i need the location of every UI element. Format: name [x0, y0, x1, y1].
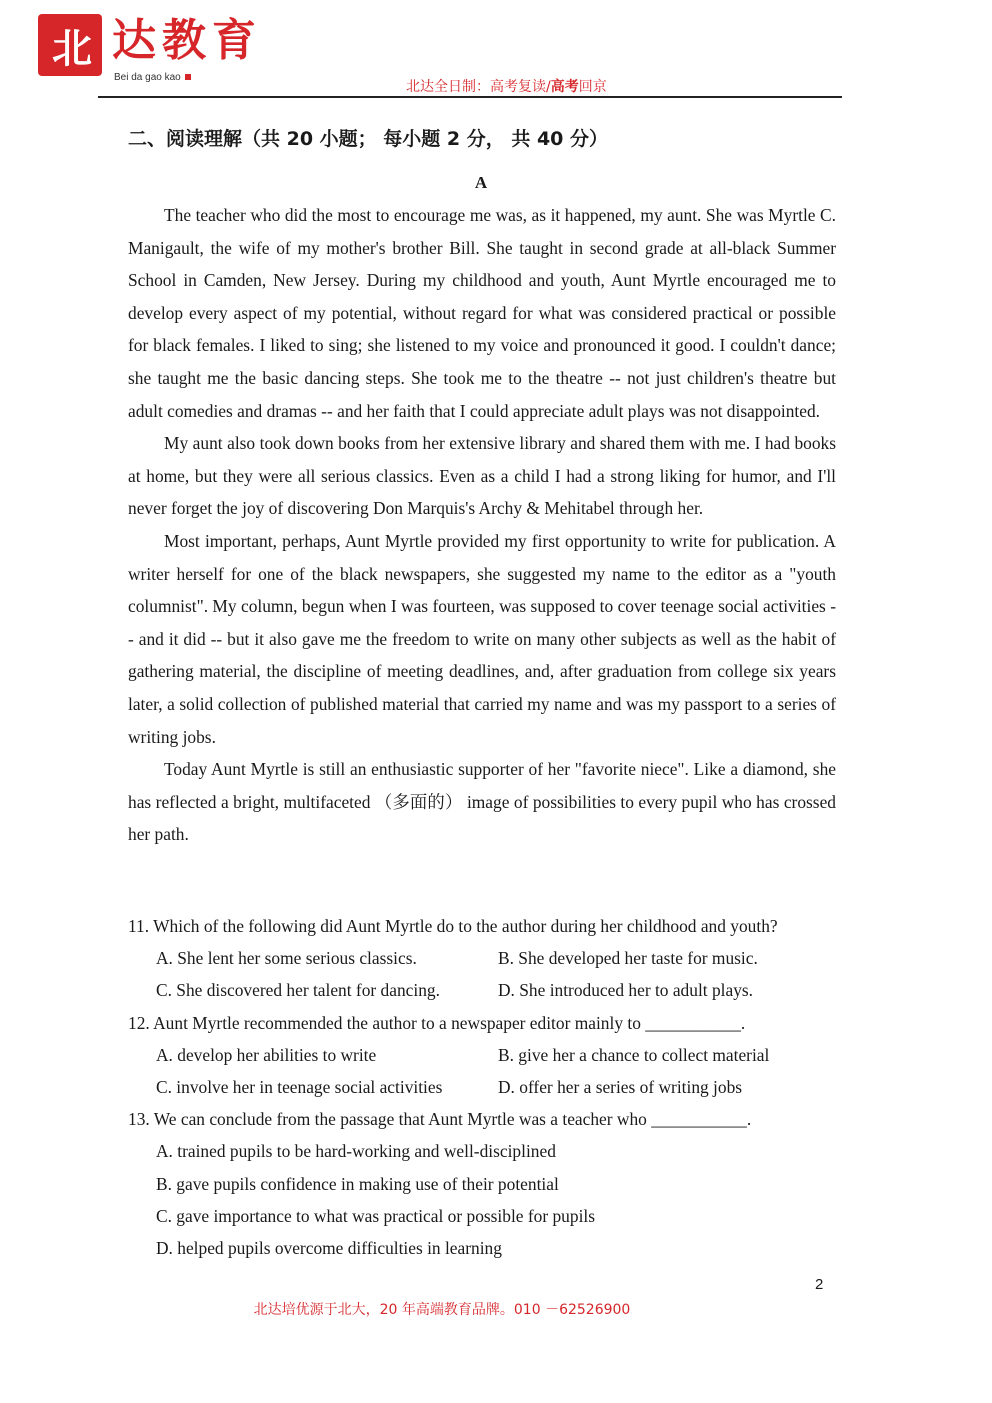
option[interactable]: D. She introduced her to adult plays. — [498, 980, 754, 1001]
option[interactable]: D. offer her a series of writing jobs — [498, 1077, 743, 1098]
passage-paragraph: Most important, perhaps, Aunt Myrtle provided my first opportunity to write for publication. A writer herself for one of the black newspapers, she suggested my name to the editor as a "youth columnist". My column, begun when I was fourteen, was supposed to cover teenage social activities -- and it did -- but it also gave me the freedom to write on many other subjects as well as the habit of gathering material, the discipline of meeting deadlines, and, after graduation from college six years later, a solid collection of published material that carried my name and was my passport to a series of writing jobs. — [128, 530, 836, 747]
slogan-prefix: 北达全日制：高考复读/ — [406, 79, 551, 95]
passage-paragraph: My aunt also took down books from her extensive library and shared them with me. I had books at home, but they were all serious classics. Even as a child I had a strong liking for humor, and I'll never forget the joy of discovering Don Marquis's Archy & Mehitabel through her. — [128, 433, 836, 519]
question-12-options-row — [128, 1039, 840, 1071]
passage-paragraph: The teacher who did the most to encourage me was, as it happened, my aunt. She was Myrtle C. Manigault, the wife of my mother's brother Bill. She taught in second grade at all-black Summer School in Camden, New Jersey. During my childhood and youth, Aunt Myrtle encouraged me to develop every aspect of my potential, without regard for what was considered practical or possible for black females. I liked to sing; she listened to my voice and pronounced it good. I couldn't dance; she taught me the basic dancing steps. She took me to the theatre -- not just children's theatre but adult comedies and dramas -- and her faith that I could appreciate adult plays was not disappointed. — [128, 205, 836, 421]
question-13-stem: 13. We can conclude from the passage that Aunt Myrtle was a teacher who ___________. — [128, 1109, 752, 1130]
question-11-stem: 11. Which of the following did Aunt Myrtle do to the author during her childhood and youth? — [128, 916, 778, 936]
slogan-bold: 高考 — [550, 79, 579, 95]
option[interactable]: C. involve her in teenage social activities — [156, 1077, 443, 1098]
question-12-options-row — [128, 1071, 840, 1103]
option[interactable]: B. gave pupils confidence in making use of their potential — [156, 1173, 559, 1194]
passage-paragraph: Today Aunt Myrtle is still an enthusiastic supporter of her "favorite niece". Like a diamond, she has reflected a bright, multifaceted （多面的） image of possibilities to every pupil who has crossed her path. — [128, 759, 836, 845]
option[interactable]: A. trained pupils to be hard-working and well-disciplined — [156, 1141, 556, 1162]
page-number: 2 — [815, 1276, 824, 1293]
logo-square-icon — [185, 74, 191, 80]
question-11-options-row — [128, 974, 840, 1006]
question-11-options-row — [128, 942, 840, 974]
slogan-suffix: 回京 — [578, 79, 607, 95]
option[interactable]: D. helped pupils overcome difficulties in learning — [156, 1238, 502, 1259]
option[interactable]: B. She developed her taste for music. — [498, 948, 758, 969]
option[interactable]: A. She lent her some serious classics. — [156, 948, 417, 969]
question-12-stem: 12. Aunt Myrtle recommended the author to a newspaper editor mainly to ___________. — [128, 1012, 746, 1033]
option[interactable]: A. develop her abilities to write — [156, 1044, 377, 1065]
footer-text: 北达培优源于北大，20 年高端教育品牌。010 －62526900 — [253, 1302, 631, 1318]
option[interactable]: C. She discovered her talent for dancing. — [156, 980, 440, 1001]
logo-mark: 北 — [38, 14, 102, 76]
logo-subtitle-text: Bei da gao kao — [114, 72, 181, 83]
header-slogan — [406, 76, 607, 96]
logo-name: 达教育 — [112, 15, 262, 66]
option[interactable]: B. give her a chance to collect material — [498, 1044, 770, 1065]
reading-passage — [128, 199, 836, 851]
section-title: 二、阅读理解（共 20 小题； 每小题 2 分， 共 40 分） — [128, 128, 609, 150]
header-divider — [98, 96, 842, 98]
passage-letter: A — [474, 173, 488, 192]
question-list — [128, 910, 840, 1264]
option[interactable]: C. gave importance to what was practical or possible for pupils — [156, 1205, 595, 1226]
logo-subtitle — [114, 72, 191, 83]
